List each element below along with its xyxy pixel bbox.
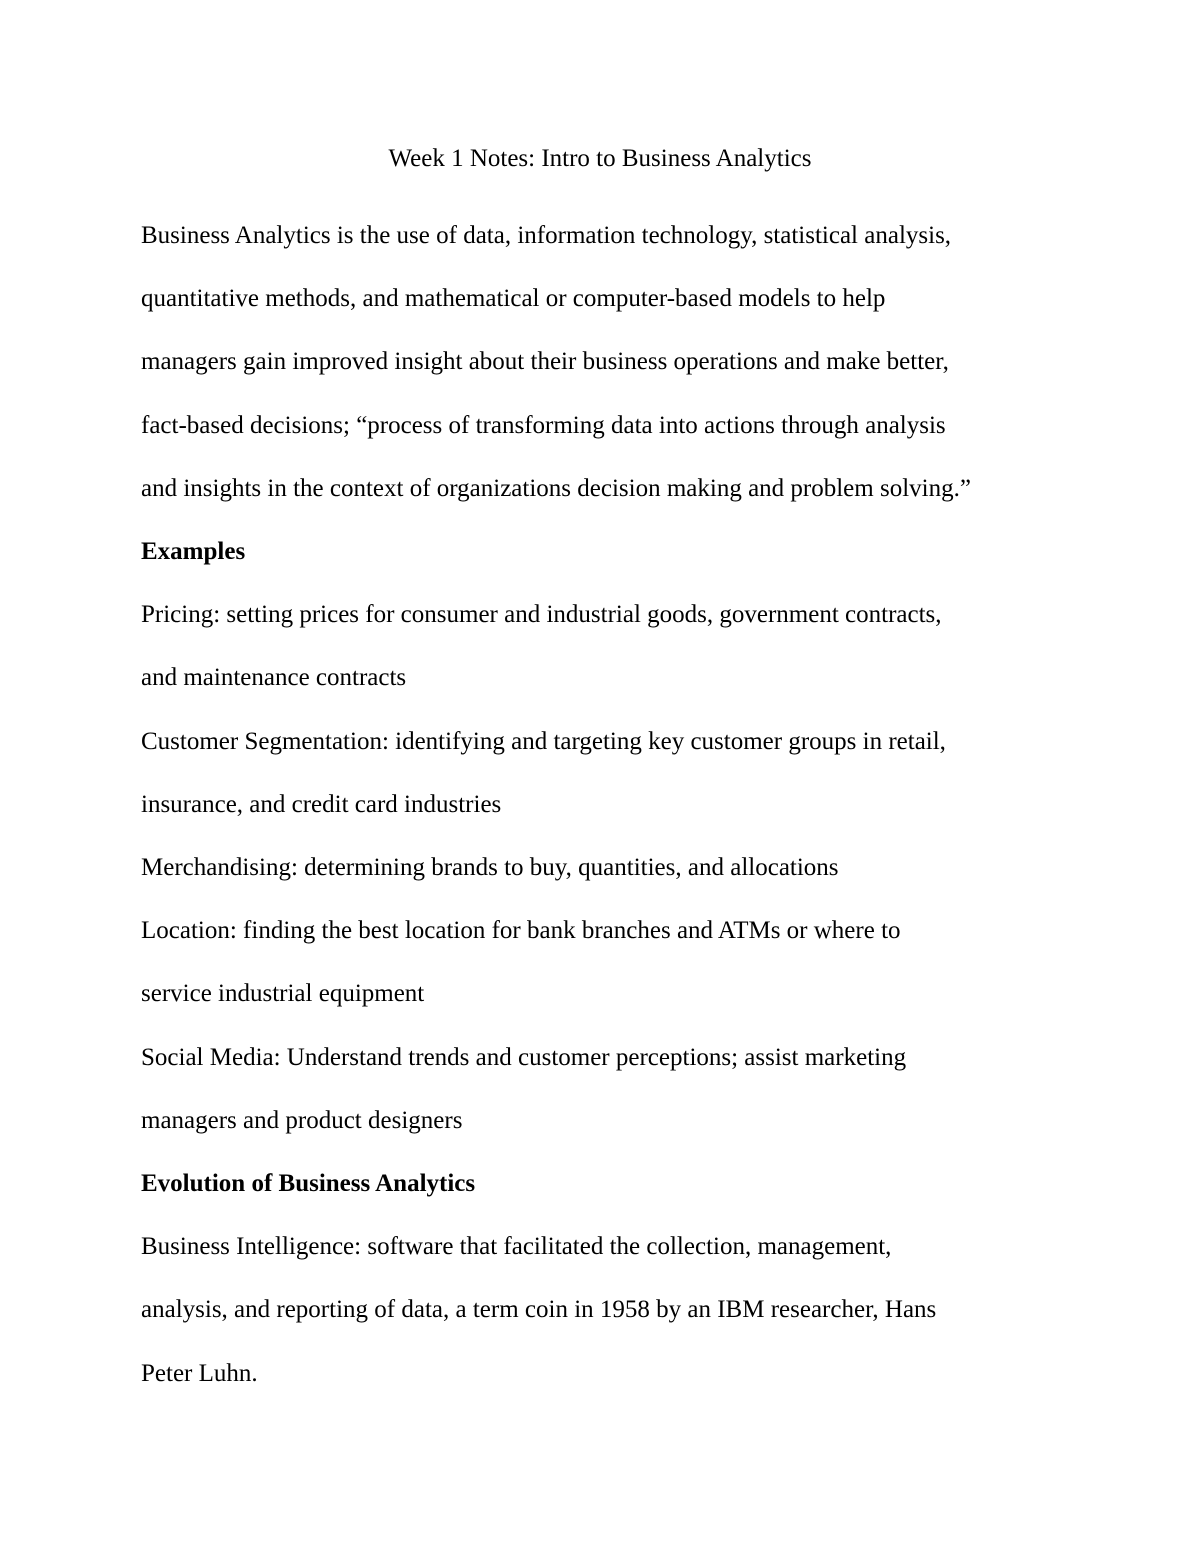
paragraph-line: and maintenance contracts <box>141 664 407 692</box>
paragraph-line: managers gain improved insight about their business operations and make better, <box>141 348 949 376</box>
paragraph-line: Social Media: Understand trends and customer perceptions; assist marketing <box>141 1043 907 1071</box>
paragraph-line: Business Analytics is the use of data, information technology, statistical analysis, <box>141 222 952 249</box>
paragraph-line: and insights in the context of organizations decision making and problem solving.” <box>141 474 971 502</box>
paragraph-line: service industrial equipment <box>141 980 425 1008</box>
example-location <box>141 899 1081 1025</box>
paragraph-line: Location: finding the best location for bank branches and ATMs or where to <box>141 917 901 945</box>
document-body <box>141 204 1081 1405</box>
section-heading-text: Examples <box>141 538 246 566</box>
examples-heading <box>141 520 1081 583</box>
example-merchandising <box>141 836 1081 899</box>
paragraph-line: Business Intelligence: software that facilitated the collection, management, <box>141 1233 892 1261</box>
example-social-media <box>141 1026 1081 1152</box>
section-heading-text: Evolution of Business Analytics <box>141 1170 476 1198</box>
paragraph-line: Customer Segmentation: identifying and targeting key customer groups in retail, <box>141 727 946 755</box>
evolution-heading <box>141 1152 1081 1215</box>
example-customer-segmentation <box>141 710 1081 836</box>
paragraph-line: quantitative methods, and mathematical or computer-based models to help <box>141 285 886 313</box>
paragraph-line: Pricing: setting prices for consumer and industrial goods, government contracts, <box>141 601 942 629</box>
paragraph-line: insurance, and credit card industries <box>141 790 502 818</box>
paragraph-line: managers and product designers <box>141 1106 463 1134</box>
page-title: Week 1 Notes: Intro to Business Analytics <box>388 145 812 172</box>
example-pricing <box>141 583 1081 709</box>
paragraph-line: fact-based decisions; “process of transforming data into actions through analysis <box>141 411 946 439</box>
paragraph-line: Merchandising: determining brands to buy, quantities, and allocations <box>141 854 839 882</box>
paragraph-line: Peter Luhn. <box>141 1359 258 1387</box>
paragraph-line: analysis, and reporting of data, a term coin in 1958 by an IBM researcher, Hans <box>141 1296 937 1324</box>
evolution-paragraph <box>141 1215 1081 1405</box>
intro-paragraph <box>141 204 1081 520</box>
